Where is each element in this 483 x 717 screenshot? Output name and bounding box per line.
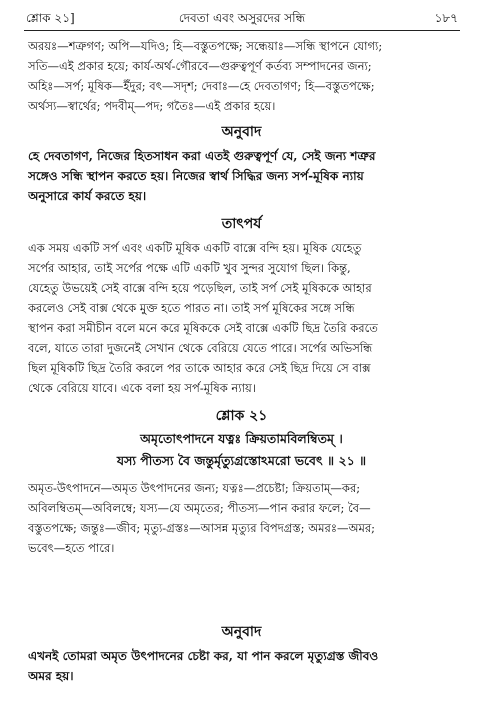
purport-line: সর্পের আহার, তাই সর্পের পক্ষে এটি একটি খুব সুন্দর সুযোগ ছিল। কিন্তু, [28, 261, 351, 275]
page-number: ১৮৭ [434, 11, 458, 25]
purport-line: যেহেতু উভয়েই সেই বাক্সে বন্দি হয়ে পড়েছিল, তাই সর্প সেই মূষিককে আহার [28, 281, 372, 295]
translation-block-2 [28, 646, 456, 686]
verse-number: শ্লোক ২১ [215, 408, 268, 424]
synonym-line: অবিলম্বিতম্—অবিলম্বে; যস্য—যে অমৃতের; পীতস্য—পান করার ফলে; বৈ— [28, 501, 371, 515]
synonyms-block-1 [28, 36, 456, 116]
purport-line: থেকে বেরিয়ে যাবে। একে বলা হয় সর্প-মূষিক ন্যায়। [28, 381, 256, 395]
purport-block [28, 238, 456, 398]
purport-line: ছিল মূষিকটি ছিদ্র তৈরি করলে পর তাকে আহার করে সেই ছিদ্র দিয়ে সে বাক্স [28, 361, 371, 375]
translation-line: সঙ্গেও সন্ধি স্থাপন করতে হয়। নিজের স্বার্থ সিদ্ধির জন্য সর্প-মূষিক ন্যায় [28, 169, 364, 183]
purport-heading: তাৎপর্য [221, 216, 262, 232]
translation-block-1 [28, 146, 456, 206]
verse-line: যস্য পীতস্য বৈ জন্তুর্মৃত্যুগ্রস্তোঽমরো ভবেৎ ॥ ২১ ॥ [116, 453, 367, 468]
verse-text [0, 428, 483, 472]
synonym-line: অহিঃ—সর্প; মূষিক—ইঁদুর; বৎ—সদৃশ; দেবাঃ—হে দেবতাগণ; হি—বস্তুতপক্ষে; [28, 79, 375, 93]
synonyms-block-2 [28, 478, 456, 558]
synonym-line: অর্থস্য—স্বার্থের; পদবীম্—পদ; গতৈঃ—এই প্রকার হয়ে। [28, 99, 276, 113]
synonym-line: সতি—এই প্রকার হয়ে; কার্য-অর্থ-গৌরবে—গুরুত্বপূর্ণ কর্তব্য সম্পাদনের জন্য; [28, 59, 372, 73]
translation-heading: অনুবাদ [221, 624, 262, 640]
purport-line: করলেও সেই বাক্স থেকে মুক্ত হতে পারত না। তাই সর্প মূষিকের সঙ্গে সন্ধি [28, 301, 355, 315]
purport-line: স্থাপন করা সমীচীন বলে মনে করে মূষিককে সেই বাক্সে একটি ছিদ্র তৈরি করতে [28, 321, 378, 335]
translation-line: অমর হয়। [28, 669, 74, 683]
header-chapter-title: দেবতা এবং অসুরদের সন্ধি [178, 11, 306, 25]
translation-heading: অনুবাদ [221, 124, 262, 140]
running-header [26, 10, 458, 28]
header-rule [24, 30, 460, 31]
translation-line: এখনই তোমরা অমৃত উৎপাদনের চেষ্টা কর, যা পান করলে মৃত্যুগ্রস্ত জীবও [28, 649, 379, 663]
synonym-line: অমৃত-উৎপাদনে—অমৃত উৎপাদনের জন্য; যত্নঃ—প্রচেষ্টা; ক্রিয়তাম্—কর; [28, 481, 361, 495]
synonym-line: ভবেৎ—হতে পারে। [28, 541, 115, 555]
synonym-line: বস্তুতপক্ষে; জন্তুঃ—জীব; মৃত্যু-গ্রস্তঃ—আসন্ন মৃত্যুর বিপদগ্রস্ত; অমরঃ—অমর; [28, 521, 376, 535]
purport-line: এক সময় একটি সর্প এবং একটি মূষিক একটি বাক্সে বন্দি হয়। মূষিক যেহেতু [28, 241, 362, 255]
translation-line: হে দেবতাগণ, নিজের হিতসাধন করা এতই গুরুত্বপূর্ণ যে, সেই জন্য শত্রুর [28, 149, 376, 163]
header-verse-ref: শ্লোক ২১] [26, 11, 75, 25]
translation-line: অনুসারে কার্য করতে হয়। [28, 189, 147, 203]
synonym-line: অরয়ঃ—শত্রুগণ; অপি—যদিও; হি—বস্তুতপক্ষে; সন্ধেয়াঃ—সন্ধি স্থাপনে যোগ্য; [28, 39, 383, 53]
verse-line: অমৃতোৎপাদনে যত্নঃ ক্রিয়তামবিলম্বিতম্ । [140, 431, 343, 446]
purport-line: বলে, যাতে তারা দুজনেই সেখান থেকে বেরিয়ে যেতে পারে। সর্পের অভিসন্ধি [28, 341, 373, 355]
